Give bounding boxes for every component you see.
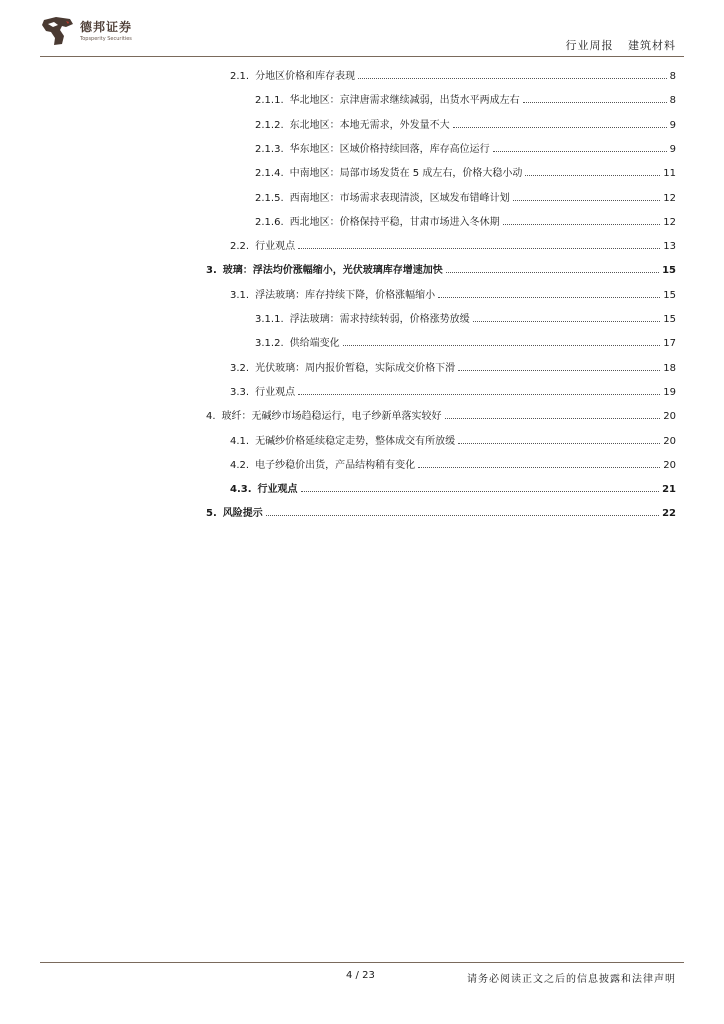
toc-entry-page: 15 (662, 265, 676, 277)
toc-entry-number: 3.3. (230, 386, 250, 398)
toc-entry[interactable] (230, 475, 676, 495)
toc-entry-number: 4. (206, 411, 216, 423)
dragon-logo-icon (40, 14, 76, 48)
toc-entry[interactable] (230, 378, 676, 398)
toc-entry[interactable] (255, 86, 676, 106)
toc-entry-title: 东北地区：本地无需求，外发量不大 (289, 119, 450, 131)
toc-entry[interactable] (255, 329, 676, 349)
toc-entry[interactable] (206, 256, 676, 276)
toc-dot-leader (446, 272, 659, 273)
toc-entry-title: 行业观点 (255, 241, 296, 253)
toc-entry-page: 12 (663, 216, 676, 228)
toc-entry-page: 15 (663, 314, 676, 325)
toc-entry-page: 9 (669, 119, 676, 131)
footer-divider (40, 962, 684, 963)
toc-entry-page: 8 (669, 95, 676, 107)
toc-entry-number: 2.1. (230, 71, 250, 82)
toc-dot-leader (473, 321, 661, 322)
toc-entry-number: 4.1. (230, 435, 250, 447)
toc-entry[interactable] (255, 208, 676, 228)
toc-entry-page: 11 (663, 168, 676, 180)
toc-dot-leader (513, 200, 661, 201)
toc-entry[interactable] (206, 499, 676, 519)
toc-entry[interactable] (230, 354, 676, 374)
toc-entry[interactable] (230, 451, 676, 471)
toc-dot-leader (301, 491, 660, 492)
toc-entry-title: 行业观点 (255, 386, 296, 398)
logo-text-en: Topsperity Securities (80, 36, 132, 42)
toc-entry-page: 20 (663, 435, 676, 447)
toc-entry[interactable] (255, 159, 676, 179)
toc-dot-leader (266, 515, 659, 516)
toc-entry[interactable] (255, 111, 676, 131)
toc-entry[interactable] (230, 281, 676, 301)
toc-entry-page: 8 (669, 71, 676, 82)
toc-entry-number: 3.1.2. (255, 338, 284, 350)
header-divider (40, 56, 684, 57)
toc-entry-page: 20 (663, 459, 676, 471)
toc-dot-leader (438, 297, 660, 298)
toc-dot-leader (453, 127, 667, 128)
toc-entry-title: 浮法玻璃：需求持续转弱，价格涨势放缓 (289, 314, 470, 325)
toc-dot-leader (358, 78, 667, 79)
toc-entry[interactable] (230, 427, 676, 447)
toc-entry-number: 3.1. (230, 289, 250, 301)
toc-dot-leader (458, 370, 660, 371)
toc-dot-leader (343, 345, 661, 346)
toc-dot-leader (445, 418, 661, 419)
toc-entry-number: 3.2. (230, 362, 250, 374)
toc-entry-number: 3.1.1. (255, 314, 284, 325)
toc-entry-number: 4.3. (230, 484, 252, 496)
logo-text-cn: 德邦证券 (80, 20, 133, 34)
toc-entry-title: 华北地区：京津唐需求继续减弱，出货水平两成左右 (289, 95, 520, 107)
toc-dot-leader (298, 248, 660, 249)
toc-entry-number: 2.2. (230, 241, 250, 253)
page-indicator: 4 / 23 (346, 970, 375, 981)
toc-entry-page: 17 (663, 338, 676, 350)
toc-entry[interactable] (230, 232, 676, 252)
toc-dot-leader (503, 224, 661, 225)
toc-entry-title: 供给端变化 (289, 338, 340, 350)
toc-entry-number: 3. (206, 265, 217, 277)
toc-entry[interactable] (255, 305, 676, 325)
legal-disclaimer: 请务必阅读正文之后的信息披露和法律声明 (467, 974, 676, 985)
toc-entry-number: 2.1.6. (255, 216, 284, 228)
toc-entry-title: 行业观点 (257, 484, 298, 496)
toc-entry-title: 电子纱稳价出货，产品结构稍有变化 (255, 459, 416, 471)
toc-entry-page: 21 (662, 484, 676, 496)
toc-entry-title: 风险提示 (222, 508, 263, 520)
toc-entry-number: 2.1.3. (255, 143, 284, 155)
report-sector: 建筑材料 (628, 39, 676, 52)
report-category (566, 37, 677, 53)
toc-dot-leader (458, 443, 660, 444)
toc-entry[interactable] (206, 402, 676, 422)
toc-dot-leader (525, 175, 660, 176)
toc-entry-number: 2.1.1. (255, 95, 284, 107)
toc-dot-leader (493, 151, 667, 152)
toc-dot-leader (298, 394, 660, 395)
toc-dot-leader (418, 467, 660, 468)
toc-entry-page: 12 (663, 192, 676, 204)
report-type: 行业周报 (565, 39, 614, 52)
toc-entry-page: 15 (663, 289, 676, 301)
toc-entry-number: 2.1.2. (255, 119, 284, 131)
toc-entry-title: 西南地区：市场需求表现清淡，区域发布错峰计划 (289, 192, 510, 204)
toc-entry-title: 中南地区：局部市场发货在 5 成左右，价格大稳小动 (289, 168, 523, 180)
toc-entry[interactable] (230, 62, 676, 82)
toc-entry-page: 9 (669, 143, 676, 155)
toc-entry-title: 华东地区：区域价格持续回落，库存高位运行 (289, 143, 490, 155)
toc-entry[interactable] (255, 135, 676, 155)
toc-entry-number: 2.1.5. (255, 192, 284, 204)
toc-entry-number: 5. (206, 508, 217, 520)
toc-entry-title: 玻纤：无碱纱市场趋稳运行，电子纱新单落实较好 (221, 411, 442, 423)
toc-entry-title: 分地区价格和库存表现 (255, 71, 356, 82)
toc-dot-leader (523, 102, 667, 103)
toc-entry-page: 19 (663, 386, 676, 398)
toc-entry-title: 无碱纱价格延续稳定走势，整体成交有所放缓 (255, 435, 456, 447)
toc-entry-number: 4.2. (230, 459, 250, 471)
company-logo (40, 14, 150, 50)
toc-entry[interactable] (255, 184, 676, 204)
toc-entry-title: 光伏玻璃：周内报价暂稳，实际成交价格下滑 (255, 362, 456, 374)
toc-entry-number: 2.1.4. (255, 168, 284, 180)
toc-entry-title: 西北地区：价格保持平稳，甘肃市场进入冬休期 (289, 216, 500, 228)
toc-entry-page: 13 (663, 241, 676, 253)
toc-entry-title: 玻璃：浮法均价涨幅缩小，光伏玻璃库存增速加快 (222, 265, 443, 277)
toc-entry-page: 18 (663, 362, 676, 374)
toc-entry-page: 22 (662, 508, 676, 520)
toc-entry-page: 20 (663, 411, 676, 423)
toc-entry-title: 浮法玻璃：库存持续下降，价格涨幅缩小 (255, 289, 436, 301)
